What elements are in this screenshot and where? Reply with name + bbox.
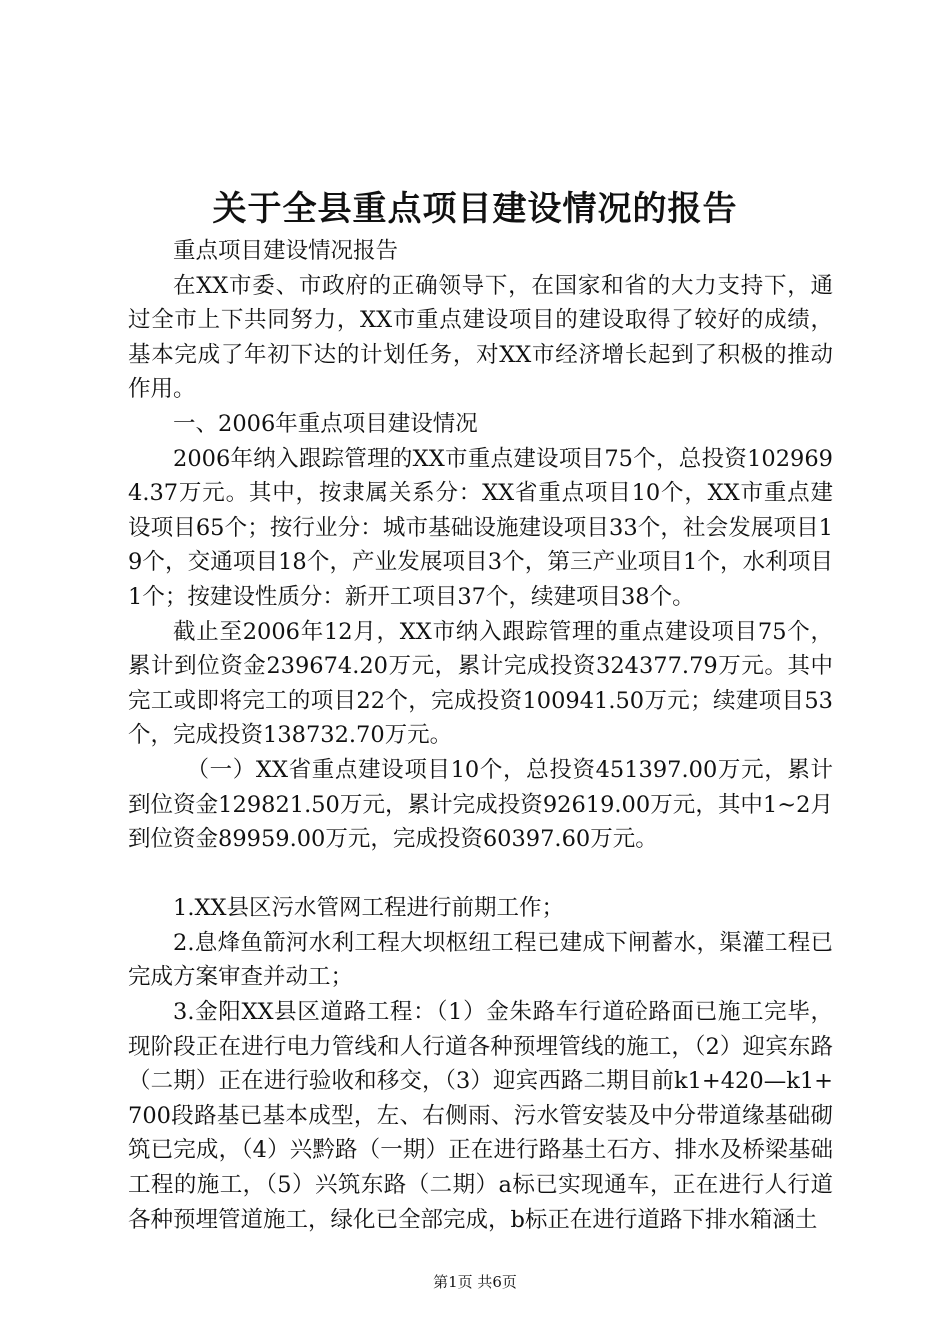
- list-item-3: 3.金阳XX县区道路工程：（1）金朱路车行道砼路面已施工完毕，现阶段正在进行电力管线和人行道各种预埋管线的施工，（2）迎宾东路（二期）正在进行验收和移交，（3）迎宾西路二期目前k1+420—k1+700段路基已基本成型，左、右侧雨、污水管安装及中分带道缘基础砌筑已完成，（4）兴黔路（一期）正在进行路基土石方、排水及桥梁基础工程的施工，（5）兴筑东路（二期）a标已实现通车，正在进行人行道各种预埋管道施工，绿化已全部完成，b标正在进行道路下排水箱涵土: [128, 999, 833, 1233]
- list-item-2: 2.息烽鱼箭河水利工程大坝枢纽工程已建成下闸蓄水，渠灌工程已完成方案审查并动工；: [128, 929, 833, 991]
- document-title: 关于全县重点项目建设情况的报告: [212, 189, 738, 229]
- list-item-1: 1.XX县区污水管网工程进行前期工作；: [173, 895, 565, 922]
- paragraph-project-counts: 2006年纳入跟踪管理的XX市重点建设项目75个，总投资1029694.37万元。其中，按隶属关系分：XX省重点项目10个，XX市重点建设项目65个；按行业分：城市基础设施建设项目33个，社会发展项目19个，交通项目18个，产业发展项目3个，第三产业项目1个，水利项目1个；按建设性质分：新开工项目37个，续建项目38个。: [128, 445, 833, 610]
- paragraph-investment-status: 截止至2006年12月，XX市纳入跟踪管理的重点建设项目75个，累计到位资金239674.20万元，累计完成投资324377.79万元。其中完工或即将完工的项目22个，完成投资100941.50万元；续建项目53个，完成投资138732.70万元。: [128, 618, 833, 749]
- paragraph-intro: 在XX市委、市政府的正确领导下，在国家和省的大力支持下，通过全市上下共同努力，XX市重点建设项目的建设取得了较好的成绩，基本完成了年初下达的计划任务，对XX市经济增长起到了积极的推动作用。: [128, 272, 833, 403]
- page-footer: 第1页 共6页: [433, 1273, 517, 1291]
- section-heading-2006: 一、2006年重点项目建设情况: [173, 410, 478, 437]
- paragraph-gap: [128, 857, 833, 892]
- paragraph-report-heading: 重点项目建设情况报告: [173, 238, 399, 264]
- paragraph-provincial-projects: （一）XX省重点建设项目10个，总投资451397.00万元，累计到位资金129821.50万元，累计完成投资92619.00万元，其中1~2月到位资金89959.00万元，完成投资60397.60万元。: [128, 756, 833, 853]
- document-body: [128, 234, 833, 1237]
